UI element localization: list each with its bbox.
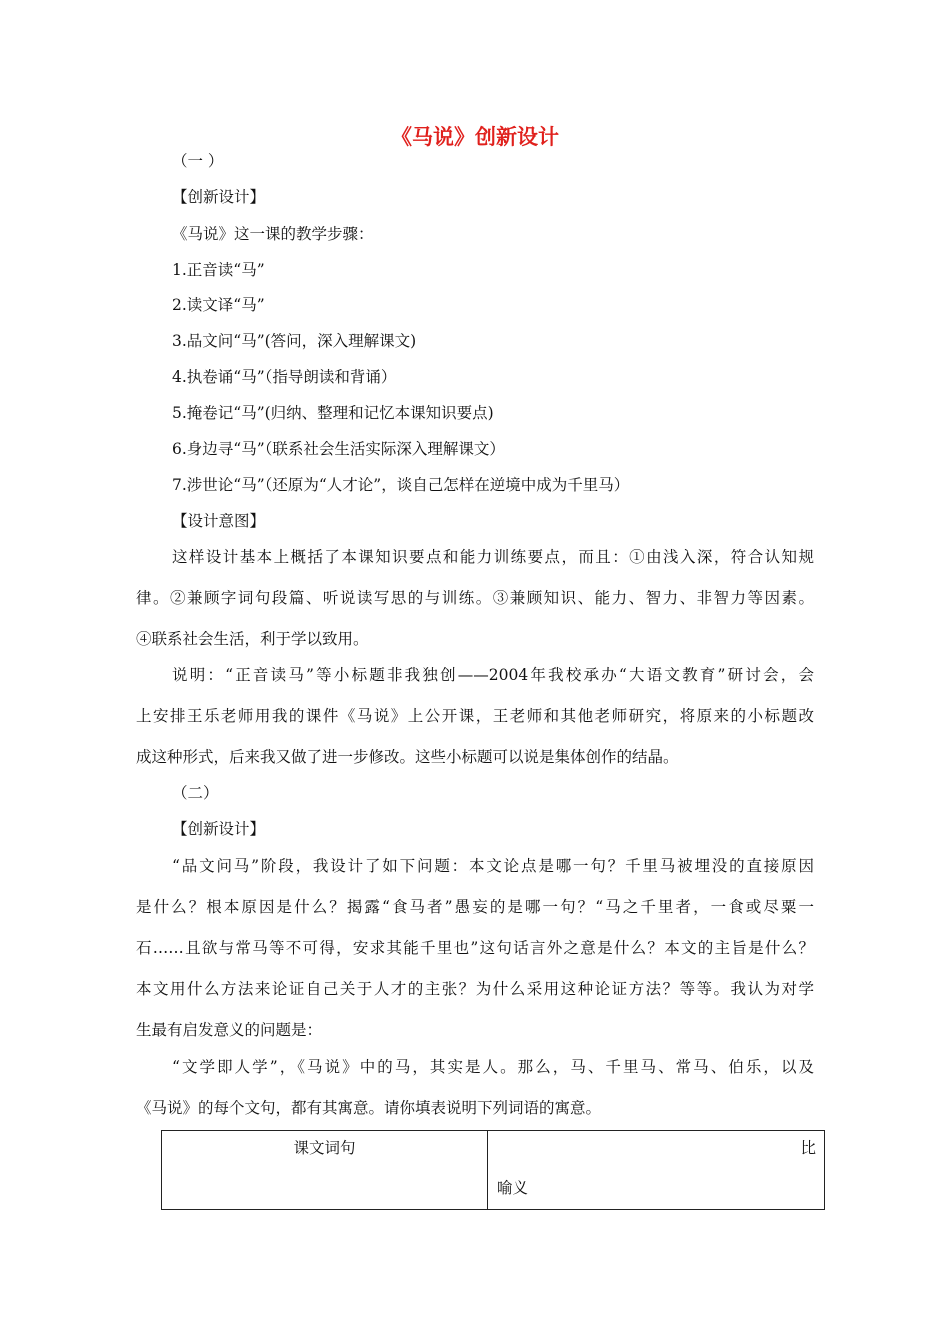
paragraph-line: 石……且欲与常马等不可得，安求其能千里也”这句话言外之意是什么？本文的主旨是什么？ <box>136 939 814 957</box>
paragraph-line: “文学即人学”，《马说》中的马，其实是人。那么，马、千里马、常马、伯乐，以及 <box>172 1058 814 1076</box>
table-divider <box>487 1131 488 1209</box>
step-item: 3.品文问“马”(答问，深入理解课文) <box>172 332 417 350</box>
table-header-meaning-part2: 喻义 <box>497 1179 529 1197</box>
meaning-table <box>161 1130 825 1210</box>
step-item: 2.读文译“马” <box>172 296 265 314</box>
paragraph-line: 律。②兼顾字词句段篇、听说读写思的与训练。③兼顾知识、能力、智力、非智力等因素。 <box>136 589 814 607</box>
step-item: 1.正音读“马” <box>172 261 265 279</box>
step-item: 5.掩卷记“马”(归纳、整理和记忆本课知识要点) <box>172 404 494 422</box>
step-item: 7.涉世论“马”（还原为“人才论”，谈自己怎样在逆境中成为千里马） <box>172 476 630 494</box>
paragraph-line: 是什么？根本原因是什么？揭露“食马者”愚妄的是哪一句？“马之千里者，一食或尽粟一 <box>136 898 814 916</box>
document-title: 《马说》创新设计 <box>391 124 559 149</box>
step-item: 6.身边寻“马”（联系社会生活实际深入理解课文） <box>172 440 505 458</box>
paragraph-line: ④联系社会生活，利于学以致用。 <box>136 630 369 648</box>
section-two-heading: 【创新设计】 <box>172 820 266 838</box>
table-header-meaning-part1: 比 <box>800 1139 816 1157</box>
section-one-number: （一 ） <box>172 152 224 170</box>
paragraph-line: “品文问马”阶段，我设计了如下问题：本文论点是哪一句？千里马被埋没的直接原因 <box>172 857 814 875</box>
table-header-words: 课文词句 <box>293 1139 356 1157</box>
steps-intro: 《马说》这一课的教学步骤： <box>172 225 374 243</box>
section-two-number: （二） <box>172 784 219 802</box>
paragraph-line: 这样设计基本上概括了本课知识要点和能力训练要点，而且：①由浅入深，符合认知规 <box>172 548 814 566</box>
paragraph-line: 本文用什么方法来论证自己关于人才的主张？为什么采用这种论证方法？等等。我认为对学 <box>136 980 814 998</box>
paragraph-line: 成这种形式，后来我又做了进一步修改。这些小标题可以说是集体创作的结晶。 <box>136 748 679 766</box>
step-item: 4.执卷诵“马”（指导朗读和背诵） <box>172 368 397 386</box>
paragraph-line: 上安排王乐老师用我的课件《马说》上公开课，王老师和其他老师研究，将原来的小标题改 <box>136 707 814 725</box>
paragraph-line: 说明：“正音读马”等小标题非我独创——2004年我校承办“大语文教育”研讨会，会 <box>172 666 814 684</box>
section-one-heading: 【创新设计】 <box>172 188 266 206</box>
design-intent-heading: 【设计意图】 <box>172 512 266 530</box>
paragraph-line: 《马说》的每个文句，都有其寓意。请你填表说明下列词语的寓意。 <box>136 1099 602 1117</box>
paragraph-line: 生最有启发意义的问题是： <box>136 1021 323 1039</box>
